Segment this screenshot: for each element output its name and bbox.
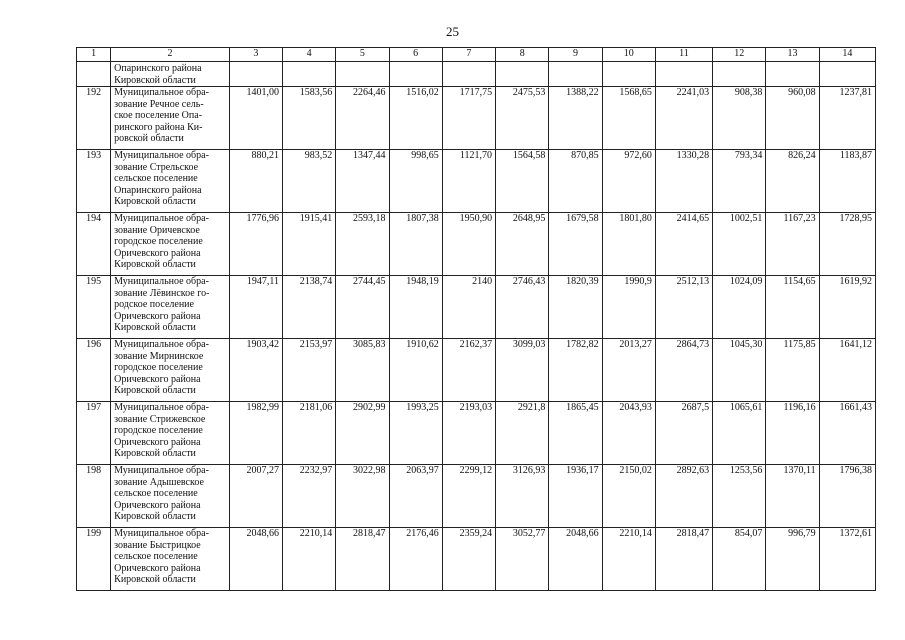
value-cell: 972,60 (602, 150, 655, 213)
data-table (76, 47, 876, 591)
value-cell: 1347,44 (336, 150, 389, 213)
value-cell: 1641,12 (819, 339, 875, 402)
column-header: 13 (766, 48, 819, 62)
value-cell: 2063,97 (389, 465, 442, 528)
value-cell: 2264,46 (336, 87, 389, 150)
row-index: 193 (77, 150, 111, 213)
name-line: Муниципальное обра- (114, 402, 209, 413)
value-cell: 1947,11 (229, 276, 282, 339)
name-line: Муниципальное обра- (114, 465, 209, 476)
row-index: 194 (77, 213, 111, 276)
table-row (77, 528, 876, 591)
value-cell: 1903,42 (229, 339, 282, 402)
value-cell: 2048,66 (229, 528, 282, 591)
value-cell: 2048,66 (549, 528, 602, 591)
value-cell: 2818,47 (655, 528, 712, 591)
name-line: Опаринского района (114, 184, 202, 196)
value-cell: 1401,00 (229, 87, 282, 150)
municipality-name (111, 402, 230, 465)
name-line: зование Оричевское (114, 224, 200, 236)
name-line: Кировской области (114, 259, 196, 270)
value-cell: 1915,41 (283, 213, 336, 276)
value-cell: 2138,74 (283, 276, 336, 339)
municipality-name (111, 528, 230, 591)
name-line: сельское поселение (114, 488, 198, 499)
row-index: 199 (77, 528, 111, 591)
value-cell (442, 62, 495, 87)
value-cell: 1045,30 (713, 339, 766, 402)
value-cell: 1801,80 (602, 213, 655, 276)
table-row (77, 339, 876, 402)
municipality-name (111, 276, 230, 339)
municipality-name (111, 87, 230, 150)
value-cell: 2241,03 (655, 87, 712, 150)
value-cell: 2043,93 (602, 402, 655, 465)
name-line: сельское поселение (114, 173, 198, 184)
table-row (77, 87, 876, 150)
row-index: 196 (77, 339, 111, 402)
value-cell: 2153,97 (283, 339, 336, 402)
value-cell: 2299,12 (442, 465, 495, 528)
value-cell: 2140 (442, 276, 495, 339)
name-line: зование Стрижевское (114, 413, 206, 425)
name-line: Кировской области (114, 385, 196, 396)
name-line: Кировской области (114, 511, 196, 522)
value-cell: 2414,65 (655, 213, 712, 276)
column-header: 9 (549, 48, 602, 62)
value-cell (336, 62, 389, 87)
value-cell: 1796,38 (819, 465, 875, 528)
column-header: 4 (283, 48, 336, 62)
value-cell: 1370,11 (766, 465, 819, 528)
value-cell: 1950,90 (442, 213, 495, 276)
name-line: Муниципальное обра- (114, 339, 209, 350)
table-row (77, 276, 876, 339)
value-cell: 1568,65 (602, 87, 655, 150)
value-cell (229, 62, 282, 87)
value-cell: 908,38 (713, 87, 766, 150)
value-cell: 2921,8 (496, 402, 549, 465)
row-index (77, 62, 111, 87)
value-cell: 1583,56 (283, 87, 336, 150)
value-cell: 2746,43 (496, 276, 549, 339)
value-cell: 1516,02 (389, 87, 442, 150)
value-cell (602, 62, 655, 87)
value-cell (655, 62, 712, 87)
value-cell: 1388,22 (549, 87, 602, 150)
name-line: Кировской области (114, 74, 196, 86)
value-cell: 3022,98 (336, 465, 389, 528)
page-number: 25 (446, 24, 459, 39)
value-cell: 1782,82 (549, 339, 602, 402)
value-cell: 2648,95 (496, 213, 549, 276)
value-cell: 793,34 (713, 150, 766, 213)
value-cell: 1237,81 (819, 87, 875, 150)
value-cell: 1024,09 (713, 276, 766, 339)
value-cell: 1564,58 (496, 150, 549, 213)
column-header: 3 (229, 48, 282, 62)
municipality-name (111, 150, 230, 213)
name-line: Кировской области (114, 574, 196, 585)
value-cell: 1196,16 (766, 402, 819, 465)
name-line: Опаринского района (114, 63, 202, 74)
value-cell (819, 62, 875, 87)
name-line: Кировской области (114, 196, 196, 207)
name-line: Оричевского района (114, 247, 201, 259)
name-line: зование Быстрицкое (114, 539, 201, 551)
value-cell (713, 62, 766, 87)
value-cell: 2687,5 (655, 402, 712, 465)
name-line: Муниципальное обра- (114, 528, 209, 539)
name-line: Оричевского района (114, 436, 201, 448)
value-cell: 2210,14 (602, 528, 655, 591)
value-cell: 880,21 (229, 150, 282, 213)
value-cell: 2818,47 (336, 528, 389, 591)
column-header: 8 (496, 48, 549, 62)
value-cell: 3099,03 (496, 339, 549, 402)
value-cell: 1253,56 (713, 465, 766, 528)
value-cell: 1982,99 (229, 402, 282, 465)
name-line: ское поселение Опа- (114, 110, 203, 121)
value-cell: 1717,75 (442, 87, 495, 150)
value-cell: 2007,27 (229, 465, 282, 528)
continuation-row (77, 62, 876, 87)
value-cell: 2892,63 (655, 465, 712, 528)
value-cell (496, 62, 549, 87)
value-cell: 996,79 (766, 528, 819, 591)
value-cell: 1820,39 (549, 276, 602, 339)
value-cell: 826,24 (766, 150, 819, 213)
name-line: родское поселение (114, 299, 194, 310)
value-cell (389, 62, 442, 87)
name-line: зование Мирнинское (114, 350, 204, 362)
value-cell: 2162,37 (442, 339, 495, 402)
value-cell: 1619,92 (819, 276, 875, 339)
name-line: Муниципальное обра- (114, 213, 209, 224)
name-line: ринского района Ки- (114, 121, 203, 133)
value-cell: 1776,96 (229, 213, 282, 276)
municipality-name (111, 465, 230, 528)
name-line: городское поселение (114, 425, 203, 436)
column-header: 11 (655, 48, 712, 62)
name-line: Муниципальное обра- (114, 276, 209, 287)
value-cell: 1679,58 (549, 213, 602, 276)
name-line: Кировской области (114, 448, 196, 459)
value-cell: 2864,73 (655, 339, 712, 402)
value-cell: 854,07 (713, 528, 766, 591)
value-cell: 1728,95 (819, 213, 875, 276)
header-row (77, 48, 876, 62)
value-cell: 2176,46 (389, 528, 442, 591)
table-row (77, 150, 876, 213)
name-line: зование Речное сель- (114, 98, 204, 110)
value-cell: 1121,70 (442, 150, 495, 213)
value-cell: 1865,45 (549, 402, 602, 465)
row-index: 198 (77, 465, 111, 528)
value-cell: 2210,14 (283, 528, 336, 591)
value-cell: 2181,06 (283, 402, 336, 465)
name-line: городское поселение (114, 236, 203, 247)
value-cell: 960,08 (766, 87, 819, 150)
name-line: городское поселение (114, 362, 203, 373)
name-line: Оричевского района (114, 562, 201, 574)
value-cell: 2512,13 (655, 276, 712, 339)
name-line: зование Адышевское (114, 476, 204, 488)
value-cell: 2232,97 (283, 465, 336, 528)
value-cell: 1807,38 (389, 213, 442, 276)
value-cell: 2193,03 (442, 402, 495, 465)
value-cell: 2013,27 (602, 339, 655, 402)
value-cell (549, 62, 602, 87)
name-line: Оричевского района (114, 499, 201, 511)
column-header: 6 (389, 48, 442, 62)
column-header: 14 (819, 48, 875, 62)
value-cell: 1661,43 (819, 402, 875, 465)
municipality-name (111, 62, 230, 87)
value-cell: 2359,24 (442, 528, 495, 591)
column-header: 7 (442, 48, 495, 62)
value-cell: 1183,87 (819, 150, 875, 213)
name-line: сельское поселение (114, 551, 198, 562)
column-header: 2 (111, 48, 230, 62)
value-cell: 2744,45 (336, 276, 389, 339)
name-line: Оричевского района (114, 373, 201, 385)
value-cell: 1948,19 (389, 276, 442, 339)
value-cell: 2902,99 (336, 402, 389, 465)
table-row (77, 402, 876, 465)
column-header: 10 (602, 48, 655, 62)
name-line: Оричевского района (114, 310, 201, 322)
name-line: ровской области (114, 133, 184, 144)
value-cell: 2150,02 (602, 465, 655, 528)
value-cell: 1167,23 (766, 213, 819, 276)
name-line: зование Лёвинское го- (114, 287, 210, 299)
value-cell: 1330,28 (655, 150, 712, 213)
row-index: 192 (77, 87, 111, 150)
municipality-name (111, 339, 230, 402)
value-cell: 2593,18 (336, 213, 389, 276)
value-cell: 870,85 (549, 150, 602, 213)
table-row (77, 213, 876, 276)
column-header: 12 (713, 48, 766, 62)
value-cell: 1910,62 (389, 339, 442, 402)
table-row (77, 465, 876, 528)
row-index: 197 (77, 402, 111, 465)
column-header: 1 (77, 48, 111, 62)
value-cell (766, 62, 819, 87)
value-cell: 1936,17 (549, 465, 602, 528)
value-cell: 2475,53 (496, 87, 549, 150)
value-cell: 998,65 (389, 150, 442, 213)
value-cell: 983,52 (283, 150, 336, 213)
value-cell: 1990,9 (602, 276, 655, 339)
value-cell (283, 62, 336, 87)
name-line: Кировской области (114, 322, 196, 333)
name-line: зование Стрельское (114, 161, 199, 173)
name-line: Муниципальное обра- (114, 150, 209, 161)
municipality-name (111, 213, 230, 276)
value-cell: 1154,65 (766, 276, 819, 339)
row-index: 195 (77, 276, 111, 339)
column-header: 5 (336, 48, 389, 62)
value-cell: 1175,85 (766, 339, 819, 402)
value-cell: 3085,83 (336, 339, 389, 402)
value-cell: 1002,51 (713, 213, 766, 276)
value-cell: 1065,61 (713, 402, 766, 465)
name-line: Муниципальное обра- (114, 87, 209, 98)
value-cell: 1372,61 (819, 528, 875, 591)
value-cell: 3052,77 (496, 528, 549, 591)
value-cell: 3126,93 (496, 465, 549, 528)
value-cell: 1993,25 (389, 402, 442, 465)
